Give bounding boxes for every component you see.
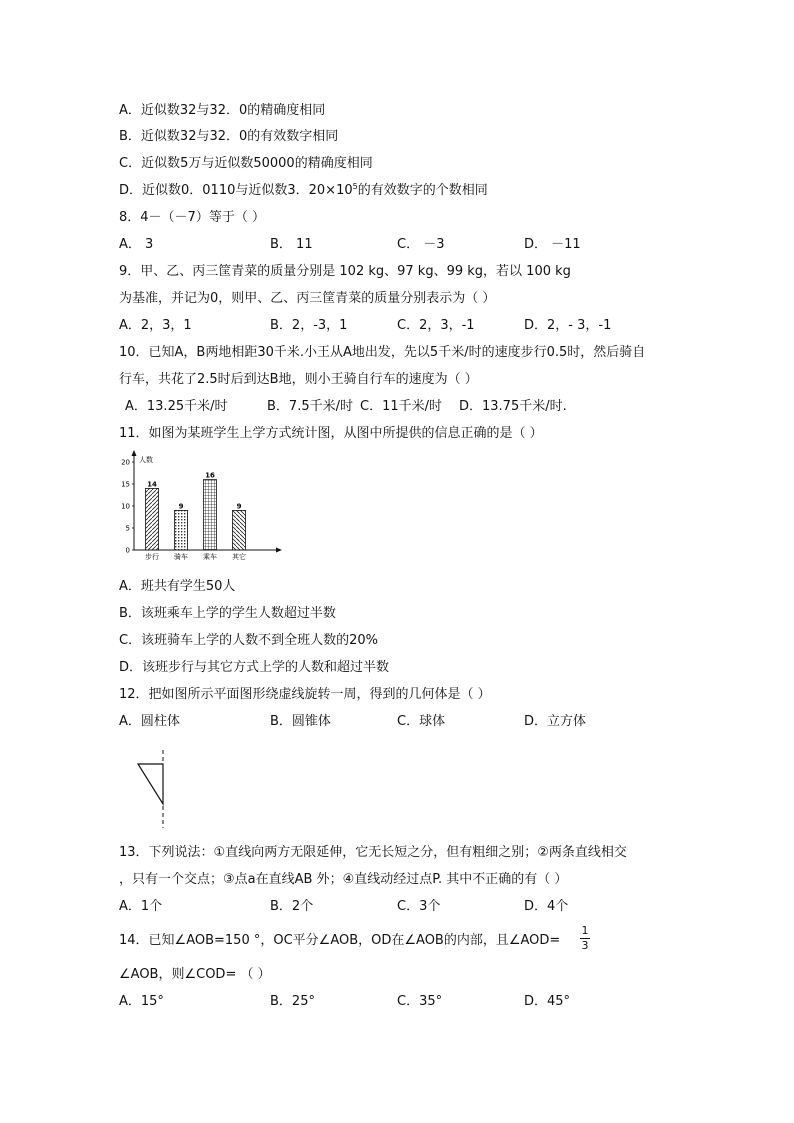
option-a-q7: A．近似数32与32．0的精确度相同	[119, 103, 326, 118]
q9-option-d: D．2，- 3，-1	[524, 318, 612, 333]
x-category-label: 骑车	[174, 553, 188, 561]
q9-option-a: A．2，3，1	[119, 318, 192, 333]
q12-option-d: D．立方体	[524, 714, 587, 729]
y-tick-label: 5	[125, 524, 130, 533]
rotation-triangle-figure	[130, 748, 180, 832]
y-tick-label: 10	[121, 502, 130, 511]
option-b-q7: B．近似数32与32．0的有效数字相同	[119, 129, 339, 144]
question-11-stem: 11．如图为某班学生上学方式统计图，从图中所提供的信息正确的是（ ）	[119, 426, 543, 441]
question-8-stem: 8．4－（－7）等于（ ）	[119, 210, 265, 225]
q11-option-b: B．该班乘车上学的学生人数超过半数	[119, 606, 336, 621]
q14-option-a: A．15°	[119, 994, 164, 1009]
q10-option-a: A．13.25千米/时	[125, 399, 228, 414]
q9-option-c: C．2，3，-1	[397, 318, 475, 333]
x-category-label: 其它	[232, 553, 246, 561]
y-tick-label: 0	[125, 546, 130, 555]
x-category-label: 乘车	[203, 553, 217, 561]
question-12-stem: 12．把如图所示平面图形绕虚线旋转一周，得到的几何体是（ ）	[119, 687, 491, 702]
question-14-stem-line2: ∠AOB，则∠COD= （ ）	[119, 967, 271, 982]
q10-option-b: B．7.5千米/时	[267, 399, 353, 414]
option-d-q7-text-end: 的有效数字的个数相同	[357, 183, 488, 198]
q12-option-a: A．圆柱体	[119, 714, 180, 729]
q11-option-d: D．该班步行与其它方式上学的人数和超过半数	[119, 660, 390, 675]
y-ticks	[121, 459, 134, 555]
q11-option-a: A．班共有学生50人	[119, 579, 236, 594]
q13-option-b: B．2个	[270, 899, 314, 914]
fraction-numerator: 1	[581, 924, 589, 937]
q12-option-c: C．球体	[397, 714, 446, 729]
q13-option-c: C．3个	[397, 899, 441, 914]
bar-1	[146, 488, 159, 550]
q11-option-c: C．该班骑车上学的人数不到全班人数的20%	[119, 633, 378, 648]
q13-option-a: A．1个	[119, 899, 163, 914]
y-axis-label: 人数	[139, 456, 153, 464]
question-9-stem-line2: 为基准，并记为0，则甲、乙、丙三筐青菜的质量分别表示为（ ）	[119, 291, 496, 306]
q14-option-b: B．25°	[270, 994, 315, 1009]
bar-3	[204, 480, 217, 550]
bar-value-label: 9	[178, 502, 184, 511]
bar-2	[175, 510, 188, 550]
fraction-denominator: 3	[581, 939, 589, 952]
bar-value-label: 9	[236, 502, 242, 511]
question-13-stem-line1: 13．下列说法：①直线向两方无限延伸，它无长短之分，但有粗细之别；②两条直线相交	[119, 845, 627, 860]
q10-option-c: C．11千米/时	[360, 399, 442, 414]
transport-bar-chart	[112, 450, 284, 566]
bars	[145, 472, 246, 561]
q14-option-d: D．45°	[524, 994, 571, 1009]
q8-option-b: B． 11	[270, 237, 313, 252]
q12-option-b: B．圆锥体	[270, 714, 331, 729]
q9-option-b: B．2，-3，1	[270, 318, 348, 333]
question-10-stem-line1: 10．已知A，B两地相距30千米.小王从A地出发，先以5千米/时的速度步行0.5时，然后骑自	[119, 345, 646, 360]
q8-option-d: D． －11	[524, 237, 581, 252]
question-14-stem-line1: 14．已知∠AOB=150 °，OC平分∠AOB，OD在∠AOB的内部，且∠AOD=	[119, 933, 561, 948]
question-13-stem-line2: ，只有一个交点；③点a在直线AB 外；④直线动经过点P. 其中不正确的有（ ）	[119, 872, 568, 887]
x-axis-arrow	[276, 548, 282, 553]
option-c-q7: C．近似数5万与近似数50000的精确度相同	[119, 156, 373, 171]
fraction-one-third	[580, 925, 590, 952]
exponent: 5	[352, 182, 358, 191]
q14-option-c: C．35°	[397, 994, 443, 1009]
x-category-label: 步行	[145, 553, 159, 561]
q8-option-a: A． 3	[119, 237, 154, 252]
bar-value-label: 16	[205, 471, 215, 480]
option-d-q7-text: D．近似数0．0110与近似数3．20×10	[119, 183, 353, 198]
y-tick-label: 15	[121, 480, 130, 489]
question-9-stem-line1: 9．甲、乙、丙三筐青菜的质量分别是 102 kg、97 kg、99 kg，若以 100 kg	[119, 264, 571, 279]
question-10-stem-line2: 行车，共花了2.5时后到达B地，则小王骑自行车的速度为（ ）	[119, 372, 478, 387]
bar-4	[233, 510, 246, 550]
q13-option-d: D．4个	[524, 899, 569, 914]
option-d-q7	[119, 182, 488, 200]
q10-option-d: D．13.75千米/时.	[459, 399, 567, 414]
right-triangle	[138, 764, 163, 804]
y-axis-arrow	[132, 450, 137, 456]
y-tick-label: 20	[121, 458, 130, 467]
bar-value-label: 14	[147, 480, 157, 489]
q8-option-c: C． －3	[397, 237, 445, 252]
